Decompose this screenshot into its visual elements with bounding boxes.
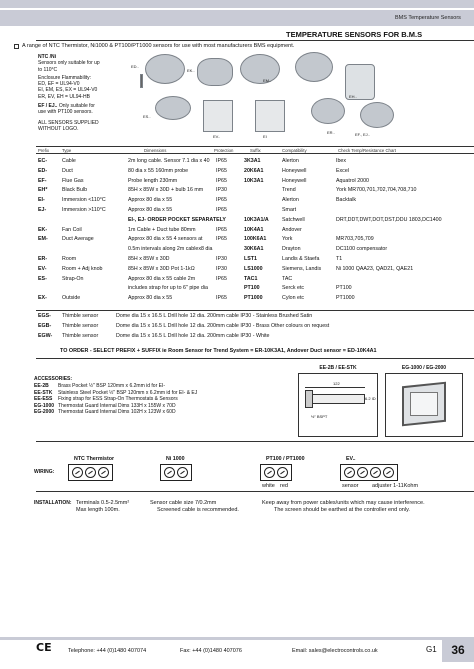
installation-col1 xyxy=(76,500,129,514)
cell-type: Black Bulb xyxy=(62,187,88,194)
caption-efej: EF., EJ.. xyxy=(355,132,370,137)
cell-brand: Satchwell xyxy=(282,216,305,223)
terminal-screw-icon xyxy=(264,467,275,478)
cell-type: Duct Average xyxy=(62,236,94,243)
terminal-screw-icon xyxy=(98,467,109,478)
installation-text: Max length 100m. xyxy=(76,507,120,513)
cell-prot: IP30 xyxy=(216,265,227,272)
pocket-diagram xyxy=(298,365,378,437)
accessory-row xyxy=(34,396,201,403)
cell-brand: Drayton xyxy=(282,246,301,253)
footer-email[interactable] xyxy=(292,648,378,654)
cell-prefix: EC- xyxy=(38,158,48,164)
cell-dims: 2m long cable. Sensor 7.1 dia x 40 xyxy=(128,158,210,164)
wiring-label: sensor xyxy=(342,483,359,489)
terminal-screw-icon xyxy=(277,467,288,478)
guard-window xyxy=(410,392,438,416)
efej-title: EF / EJ.. xyxy=(38,103,58,110)
cell-dims: Approx 80 dia x 55 xyxy=(128,207,173,213)
installation-text: Keep away from power cables/units which may cause interference. xyxy=(262,500,425,506)
cell-prefix: ER- xyxy=(38,256,48,262)
cell-type: Immersion <110°C xyxy=(62,197,106,204)
accessory-desc: Thermostat Guard Internal Dims 133H x 155W x 70D xyxy=(58,402,176,409)
cell-prefix: ES- xyxy=(38,275,47,282)
cell-type: Outside xyxy=(62,295,81,302)
accessory-desc: Fixing strap for ESS Strap-On Thermostats & Sensors xyxy=(58,396,178,402)
wiring-block-name: NTC Thermistor xyxy=(74,456,115,462)
cell-brand: Serck etc xyxy=(282,285,305,292)
all-line: WITHOUT LOGO. xyxy=(38,125,79,132)
cell-compat: DC1100 compensator xyxy=(336,246,388,253)
cell-brand: Honeywell xyxy=(282,177,307,184)
ntc-line: Sensors only suitable for up xyxy=(38,60,100,67)
table-header xyxy=(36,146,474,154)
wiring-terminal-block xyxy=(340,464,398,481)
cell-prot: IP65 xyxy=(216,167,227,174)
wiring-terminal-block xyxy=(160,464,192,481)
fan-coil-sensor-image xyxy=(197,58,233,86)
terminal-screw-icon xyxy=(383,467,394,478)
cell-prot: IP65 xyxy=(216,177,227,184)
cell-dims: includes strap for up to 6" pipe dia xyxy=(128,285,208,292)
duct-average-sensor-image xyxy=(240,54,280,84)
cell-type: Room xyxy=(62,256,77,262)
terminal-screw-icon xyxy=(164,467,175,478)
cell-suffix: 10K4A1 xyxy=(244,226,264,233)
cell-compat: Ni 1000 QAA23, QAD21, QAE21 xyxy=(336,265,414,272)
cell-suffix: 10K3A1 xyxy=(244,177,264,184)
cell-prot: IP65 xyxy=(216,158,227,164)
product-photos xyxy=(115,50,405,142)
cell-dims: 0.5m intervals along 2m cablex8 dia xyxy=(128,246,213,253)
wiring-label: adjuster 1-11Kohm xyxy=(372,483,419,489)
col-prefix: Prefix xyxy=(38,148,49,153)
wiring-block-name: Ni 1000 xyxy=(166,456,185,462)
cell-dims: Approx 80 dia x 55 xyxy=(128,197,173,204)
cell-dims: Approx 80 dia x 55 xyxy=(128,295,173,302)
wiring-terminal-block xyxy=(260,464,292,481)
col-suffix: Suffix xyxy=(250,148,261,153)
cell-compat: T1 xyxy=(336,256,343,262)
pocket-body xyxy=(305,394,365,404)
cell-type: Immersion >110°C xyxy=(62,207,106,213)
cell-prot: IP65 xyxy=(216,275,227,282)
room-sensor-image xyxy=(255,100,285,132)
wiring-terminal-block xyxy=(68,464,113,481)
cell-suffix: 30K6A1 xyxy=(244,246,264,253)
cell-prefix: EM- xyxy=(38,236,48,243)
cell-brand: Landis & Staefa xyxy=(282,256,320,262)
installation-title: INSTALLATION: xyxy=(34,500,72,506)
ntc-title: NTC /Ni xyxy=(38,54,57,60)
cell-suffix: PT100 xyxy=(244,285,260,292)
terminal-screw-icon xyxy=(370,467,381,478)
cell-prot: IP65 xyxy=(216,295,227,302)
cell-suffix: PT1000 xyxy=(244,295,263,302)
cell-dims: Dome dia 15 x 16.5 L Drill hole 12 dia. 200mm cable IP30 - Stainless Brushed Satin xyxy=(116,313,313,319)
caption-ek: EK.. xyxy=(187,68,195,73)
cell-type: Thimble sensor xyxy=(62,332,99,339)
caption-er: ER.. xyxy=(327,130,335,135)
cell-brand: Alerton xyxy=(282,197,299,204)
terminal-screw-icon xyxy=(72,467,83,478)
cell-compat: York MR700,701,702,704,708,710 xyxy=(336,187,417,194)
caption-eh: EH.. xyxy=(349,94,357,99)
caption-ev: EV.. xyxy=(213,134,221,139)
ntc-line: ER, EV, EH = UL94-HB xyxy=(38,93,90,100)
pocket-dia: 6.2 ID xyxy=(365,396,376,401)
cell-compat: Backtalk xyxy=(336,197,357,204)
cell-type: Thimble sensor xyxy=(62,322,99,329)
col-compatibility: Compatibility xyxy=(282,148,307,153)
ntc-line: ED, EF = UL94-V0 xyxy=(38,81,80,88)
caption-em: EM.. xyxy=(263,78,272,83)
wiring-block-name: EV.. xyxy=(346,456,356,462)
cell-compat: PT1000 xyxy=(336,295,355,302)
installation-col3 xyxy=(262,500,425,514)
accessory-code: EE-ESS xyxy=(34,396,53,402)
cell-dims: 85H x 85W x 30D xyxy=(128,256,170,262)
cell-brand: Smart xyxy=(282,207,297,213)
cell-prot: IP65 xyxy=(216,226,227,233)
cell-prefix: EF- xyxy=(38,177,47,184)
flue-gas-sensor-image xyxy=(360,102,394,128)
header-section: BMS Temperature Sensors xyxy=(395,15,461,21)
accessory-code: EE-2B xyxy=(34,383,49,389)
cell-type: Thimble sensor xyxy=(62,313,99,319)
cell-brand: Cylon etc xyxy=(282,295,305,302)
email-link[interactable]: Email: sales@electrocontrols.co.uk xyxy=(292,648,378,654)
cell-prefix: EV- xyxy=(38,265,47,272)
accessory-code: EG-1000 xyxy=(34,402,55,409)
pocket-length: 122 xyxy=(333,381,340,386)
pocket-bsp: ½" BSPT xyxy=(311,414,328,419)
order-note: TO ORDER - SELECT PREFIX + SUFFIX ie Room Sensor for Trend System = ER-10K3A1, Andover Duct sensor = ED-10K4A1 xyxy=(60,348,377,354)
efej-line: Only suitable for xyxy=(58,103,95,110)
cell-prefix: EGB- xyxy=(38,322,52,329)
col-chart: Check Temp/Resistance Chart xyxy=(338,148,396,153)
installation-text: The screen should be earthed at the controller end only. xyxy=(274,507,410,513)
ntc-line: Enclosure Flammability: xyxy=(38,74,92,81)
page-number: 36 xyxy=(442,638,474,662)
cell-prot: IP65 xyxy=(216,236,227,243)
cell-dims: 1m Cable + Duct tube 80mm xyxy=(128,226,196,233)
cell-type: Fan Coil xyxy=(62,226,82,233)
footer-section-code: G1 xyxy=(426,645,437,654)
terminal-screw-icon xyxy=(85,467,96,478)
col-type: Type xyxy=(62,148,72,153)
col-dimensions: Dimensions xyxy=(144,148,167,153)
accessory-desc: Brass Pocket ½" BSP 120mm x 6.2mm id for EI- xyxy=(58,383,166,389)
guard-diagram-title: EG-1000 / EG-2000 xyxy=(401,365,447,371)
cell-prefix: EGW- xyxy=(38,332,53,339)
cell-brand: TAC xyxy=(282,275,293,282)
cell-compat: PT100 xyxy=(336,285,352,292)
ntc-line: EI, EM, ES, EX = UL94-V0 xyxy=(38,87,98,94)
wiring-title: WIRING: xyxy=(34,469,55,475)
cell-suffix: LST1 xyxy=(244,256,257,262)
cell-type: Strap-On xyxy=(62,275,84,282)
wiring-label: red xyxy=(280,483,288,489)
cell-dims: 80 dia x 55 160mm probe xyxy=(128,167,189,174)
cell-dims: Approx 80 dia x 55 cable 2m xyxy=(128,275,196,282)
guard-diagram xyxy=(385,365,463,437)
notes-panel xyxy=(38,54,110,132)
cell-brand: Honeywell xyxy=(282,167,307,174)
cell-dims: Dome dia 15 x 16.5 L Drill hole 12 dia. 200mm cable IP30 - Brass Other colours on request xyxy=(116,322,330,329)
cell-prefix: EX- xyxy=(38,295,47,302)
page-title: TEMPERATURE SENSORS FOR B.M.S xyxy=(286,30,423,39)
cell-prefix: EJ- xyxy=(38,207,47,213)
accessory-code: EG-2000 xyxy=(34,409,55,415)
cell-suffix: 20K6A1 xyxy=(244,167,264,174)
cell-compat: Excel xyxy=(336,167,349,174)
accessories-table xyxy=(34,383,201,416)
wiring-label: white xyxy=(262,483,275,489)
intro-text: A range of NTC Thermistor, Ni1000 & PT100/PT1000 sensors for use with most manufacturers BMS equipment. xyxy=(22,43,295,49)
ntc-line: to 110°C xyxy=(38,66,58,73)
accessory-row xyxy=(34,409,201,416)
wiring-block-name: PT100 / PT1000 xyxy=(266,456,305,462)
terminal-screw-icon xyxy=(344,467,355,478)
header-bar xyxy=(0,0,474,26)
cell-prefix: ED- xyxy=(38,167,48,174)
cell-dims: 85H x 85W x 30D + bulb 16 mm xyxy=(128,187,204,194)
cell-suffix: 3K3A1 xyxy=(244,158,261,164)
strap-on-sensor-image xyxy=(155,96,191,120)
cell-dims: EI-, EJ- ORDER POCKET SEPARATELY xyxy=(128,216,226,223)
cell-compat: Ibex xyxy=(336,158,347,164)
accessory-code: EE-STK xyxy=(34,389,53,396)
terminal-screw-icon xyxy=(177,467,188,478)
cell-compat: MR703,705,709 xyxy=(336,236,374,243)
installation-text: Terminals 0.5-2.5mm² xyxy=(76,500,130,506)
checkbox-icon xyxy=(14,44,19,49)
cell-compat: Aquatrol 2000 xyxy=(336,177,369,184)
accessory-desc: Thermostat Guard Internal Dims 102H x 123W x 60D xyxy=(58,409,176,415)
caption-ed: ED.. xyxy=(131,64,139,69)
cell-type: Cable xyxy=(62,158,76,164)
cell-prefix: EGS- xyxy=(38,313,51,319)
cell-prot: IP30 xyxy=(216,256,227,262)
installation-text: Screened cable is recommended. xyxy=(157,507,239,513)
cell-dims: Probe length 230mm xyxy=(128,177,178,184)
cell-prefix: EH* xyxy=(38,187,48,194)
immersion-sensor-image xyxy=(311,98,345,124)
installation-text: Sensor cable size 7/0.2mm xyxy=(150,500,217,506)
caption-es: ES.. xyxy=(143,114,151,119)
cell-suffix: TAC1 xyxy=(244,275,258,282)
accessories-title: ACCESSORIES: xyxy=(34,376,73,382)
cell-brand: Alerton xyxy=(282,158,299,164)
cell-dims: Approx 80 dia x 55 4 sensors at xyxy=(128,236,203,243)
cell-type: Flue Gas xyxy=(62,177,84,184)
ce-mark: CE xyxy=(36,641,52,654)
cell-prot: IP30 xyxy=(216,187,227,194)
terminal-screw-icon xyxy=(357,467,368,478)
cell-brand: Andover xyxy=(282,226,302,233)
cell-compat: DRT,DDT,DWT,DOT,DST,DDU 1803,DC1400 xyxy=(336,216,442,223)
cell-dims: 85H x 85W x 30D Pot 1-1kΩ xyxy=(128,265,195,272)
cell-prot: IP65 xyxy=(216,197,227,204)
col-protection: Protection xyxy=(214,148,234,153)
cell-brand: Siemens, Landis xyxy=(282,265,322,272)
caption-ei: EI xyxy=(263,134,267,139)
cell-brand: York xyxy=(282,236,293,243)
cell-type: Room + Adj knob xyxy=(62,265,103,272)
pocket-hex xyxy=(305,390,313,408)
accessory-desc: Stainless Steel Pocket ½" BSP 120mm x 6.2mm id for EI- & EJ xyxy=(58,389,198,396)
efej-line: use with PT100 sensors. xyxy=(38,109,93,116)
room-adj-sensor-image xyxy=(203,100,233,132)
cell-prot: IP65 xyxy=(216,207,227,213)
cell-brand: Trend xyxy=(282,187,296,194)
footer-fax: Fax: +44 (0)1480 407076 xyxy=(180,648,242,654)
cell-suffix: 10K3A1/A xyxy=(244,216,269,223)
cell-type: Duct xyxy=(62,167,73,174)
installation-col2 xyxy=(150,500,239,514)
duct-sensor-image xyxy=(145,54,185,84)
cell-suffix: LS1000 xyxy=(244,265,263,272)
cell-prefix: EI- xyxy=(38,197,45,204)
cell-prefix: EK- xyxy=(38,226,48,233)
footer-telephone: Telephone: +44 (0)1480 407074 xyxy=(68,648,147,654)
pocket-diagram-title: EE-2B / EE-STK xyxy=(319,365,357,371)
outside-sensor-image xyxy=(295,52,333,82)
all-line: ALL SENSORS SUPPLIED xyxy=(38,119,99,126)
cell-suffix: 100K6A1 xyxy=(244,236,267,243)
cell-dims: Dome dia 15 x 16.5 L Drill hole 12 dia. 200mm cable IP30 - White xyxy=(116,332,270,339)
